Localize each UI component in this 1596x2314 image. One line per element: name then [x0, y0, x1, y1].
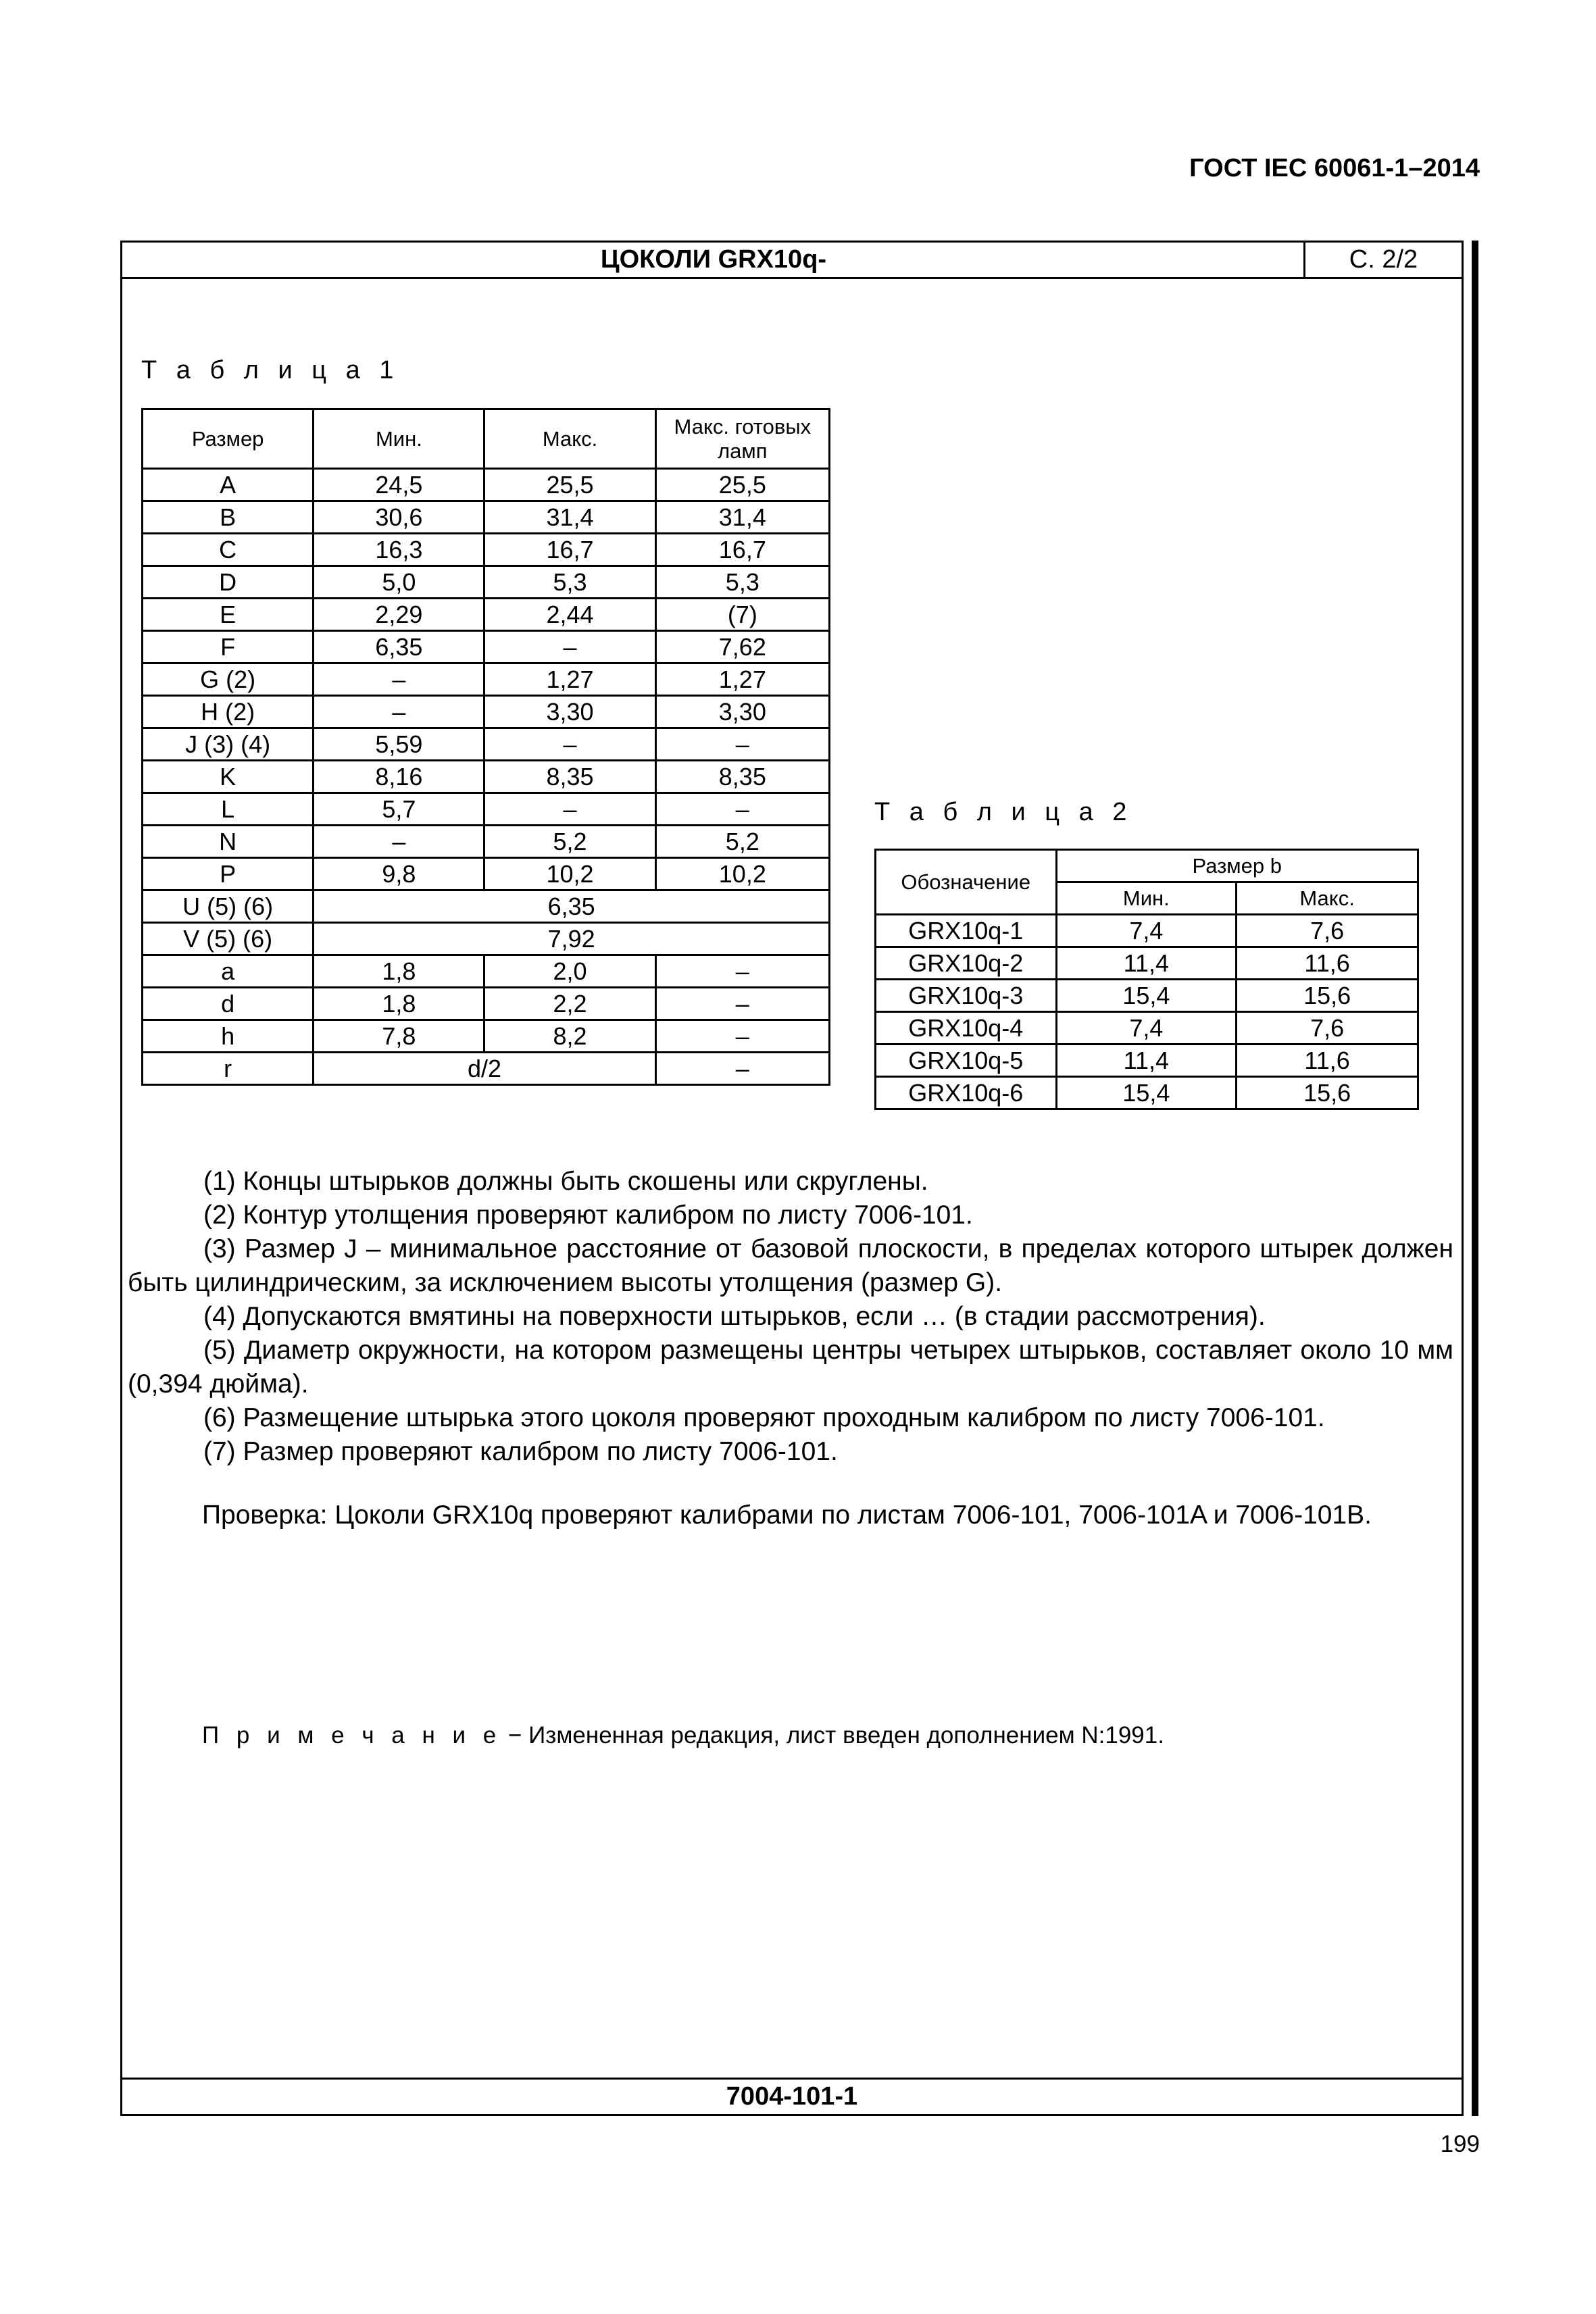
table1-body	[143, 469, 830, 1085]
table-row	[143, 1053, 830, 1085]
table-row	[143, 923, 830, 955]
table-cell: 2,44	[484, 599, 655, 631]
table-cell: –	[655, 793, 829, 826]
table-cell: –	[655, 988, 829, 1020]
table-cell: d/2	[314, 1053, 655, 1085]
table-cell: 9,8	[314, 858, 484, 890]
standard-header: ГОСТ IEC 60061-1–2014	[1189, 154, 1480, 182]
table-cell: E	[143, 599, 314, 631]
table2-header-cell: Макс.	[1237, 882, 1418, 915]
table-cell: d	[143, 988, 314, 1020]
table-cell: 31,4	[655, 501, 829, 534]
table-cell: 1,27	[484, 663, 655, 696]
table-cell: 7,6	[1237, 1012, 1418, 1045]
table-cell: 8,16	[314, 761, 484, 793]
table-cell: –	[314, 696, 484, 728]
table-cell: GRX10q-5	[876, 1045, 1057, 1077]
table-cell: 10,2	[484, 858, 655, 890]
table-cell: 31,4	[484, 501, 655, 534]
table-cell: 1,27	[655, 663, 829, 696]
remark-text: − Измененная редакция, лист введен дополнением N:1991.	[501, 1722, 1164, 1749]
table-cell: K	[143, 761, 314, 793]
table-row	[143, 696, 830, 728]
table-cell: 25,5	[484, 469, 655, 501]
table2	[874, 849, 1419, 1110]
table2-caption: Т а б л и ц а 2	[874, 798, 1133, 826]
table-cell: GRX10q-1	[876, 915, 1057, 947]
table-cell: 7,4	[1056, 915, 1237, 947]
table-cell: 2,2	[484, 988, 655, 1020]
table2-header-row	[876, 850, 1418, 882]
table-cell: L	[143, 793, 314, 826]
table2-header-cell: Мин.	[1056, 882, 1237, 915]
table-cell: 16,7	[655, 534, 829, 566]
table-cell: 16,3	[314, 534, 484, 566]
table-cell: 2,29	[314, 599, 484, 631]
footnote: (7) Размер проверяют калибром по листу 7006-101.	[203, 1437, 838, 1466]
table-cell: 7,92	[314, 923, 830, 955]
table-row	[143, 793, 830, 826]
table-cell: 25,5	[655, 469, 829, 501]
table-cell: 5,0	[314, 566, 484, 599]
table-cell: B	[143, 501, 314, 534]
table-row	[143, 1020, 830, 1053]
footnotes	[128, 1165, 1453, 1469]
table-row	[143, 566, 830, 599]
table1	[141, 408, 830, 1086]
table-cell: 5,2	[484, 826, 655, 858]
table1-header-cell: Макс.	[484, 409, 655, 469]
table-cell: V (5) (6)	[143, 923, 314, 955]
page-number: 199	[1440, 2131, 1480, 2157]
table-cell: GRX10q-3	[876, 980, 1057, 1012]
table-row	[143, 890, 830, 923]
sheet-title: ЦОКОЛИ GRX10q-	[600, 245, 827, 274]
table-row	[876, 1077, 1418, 1109]
table-cell: –	[314, 826, 484, 858]
sheet-footer-code: 7004-101-1	[122, 2078, 1462, 2114]
table1-caption: Т а б л и ц а 1	[141, 356, 400, 384]
title-bar	[122, 243, 1462, 279]
frame-shadow	[1472, 241, 1478, 2116]
table-cell: 5,3	[484, 566, 655, 599]
check-text: Проверка: Цоколи GRX10q проверяют калибрами по листам 7006-101, 7006-101A и 7006-101B.	[202, 1501, 1372, 1530]
table-row	[876, 915, 1418, 947]
table-cell: 11,4	[1056, 1045, 1237, 1077]
footnote: (1) Концы штырьков должны быть скошены или скруглены.	[203, 1167, 928, 1196]
table-cell: U (5) (6)	[143, 890, 314, 923]
table-cell: 6,35	[314, 890, 830, 923]
table-row	[876, 1045, 1418, 1077]
table-row	[143, 663, 830, 696]
table-cell: 11,4	[1056, 947, 1237, 980]
footnote: (2) Контур утолщения проверяют калибром по листу 7006-101.	[203, 1201, 973, 1230]
table-cell: 24,5	[314, 469, 484, 501]
table-cell: 2,0	[484, 955, 655, 988]
table-cell: 15,6	[1237, 1077, 1418, 1109]
table-row	[143, 988, 830, 1020]
table-cell: 7,6	[1237, 915, 1418, 947]
table-cell: H (2)	[143, 696, 314, 728]
table-cell: GRX10q-6	[876, 1077, 1057, 1109]
table-cell: C	[143, 534, 314, 566]
remark-label: П р и м е ч а н и е	[202, 1722, 502, 1749]
table-cell: –	[655, 1053, 829, 1085]
table2-body	[876, 915, 1418, 1109]
table-cell: D	[143, 566, 314, 599]
table-cell: A	[143, 469, 314, 501]
table-cell: 5,3	[655, 566, 829, 599]
sheet-page-ref: С. 2/2	[1349, 245, 1418, 274]
table2-header-cell: Обозначение	[876, 850, 1057, 915]
table-row	[143, 469, 830, 501]
table-cell: 8,35	[484, 761, 655, 793]
table-cell: J (3) (4)	[143, 728, 314, 761]
table-cell: h	[143, 1020, 314, 1053]
table-cell: GRX10q-2	[876, 947, 1057, 980]
table-row	[143, 955, 830, 988]
sheet-frame	[120, 241, 1464, 2116]
table1-header-row	[143, 409, 830, 469]
table-cell: 5,2	[655, 826, 829, 858]
table-row	[876, 980, 1418, 1012]
table-cell: 6,35	[314, 631, 484, 663]
table-cell: 1,8	[314, 988, 484, 1020]
table-row	[143, 728, 830, 761]
table-cell: 7,4	[1056, 1012, 1237, 1045]
table-cell: a	[143, 955, 314, 988]
table-cell: r	[143, 1053, 314, 1085]
table-row	[143, 534, 830, 566]
table-cell: 8,2	[484, 1020, 655, 1053]
footnote: (6) Размещение штырька этого цоколя проверяют проходным калибром по листу 7006-101.	[203, 1403, 1325, 1432]
table-cell: –	[484, 631, 655, 663]
table-cell: 5,7	[314, 793, 484, 826]
table-cell: –	[655, 1020, 829, 1053]
table-cell: N	[143, 826, 314, 858]
table-cell: 3,30	[655, 696, 829, 728]
table-cell: 8,35	[655, 761, 829, 793]
table-cell: 16,7	[484, 534, 655, 566]
table1-header-cell: Мин.	[314, 409, 484, 469]
table-cell: F	[143, 631, 314, 663]
table-cell: 11,6	[1237, 1045, 1418, 1077]
table-cell: 30,6	[314, 501, 484, 534]
footnote: (4) Допускаются вмятины на поверхности штырьков, если … (в стадии рассмотрения).	[203, 1302, 1266, 1331]
table1-header-cell: Размер	[143, 409, 314, 469]
table-cell: 15,6	[1237, 980, 1418, 1012]
table-cell: –	[484, 728, 655, 761]
table-cell: 3,30	[484, 696, 655, 728]
table-cell: 15,4	[1056, 1077, 1237, 1109]
table-row	[876, 947, 1418, 980]
table-cell: –	[484, 793, 655, 826]
remark	[202, 1722, 1164, 1749]
table-cell: (7)	[655, 599, 829, 631]
table-row	[876, 1012, 1418, 1045]
table-row	[143, 501, 830, 534]
table-row	[143, 826, 830, 858]
table-row	[143, 858, 830, 890]
table-cell: 7,8	[314, 1020, 484, 1053]
footnote: (5) Диаметр окружности, на котором размещены центры четырех штырьков, составляет около 10 мм (0,394 дюйма).	[128, 1336, 1453, 1399]
table-row	[143, 631, 830, 663]
table1-header-cell: Макс. готовых ламп	[655, 409, 829, 469]
table-cell: –	[655, 728, 829, 761]
footnote: (3) Размер J – минимальное расстояние от базовой плоскости, в пределах которого штырек должен быть цилиндрическим, за исключением высоты утолщения (размер G).	[128, 1234, 1453, 1297]
table-cell: 7,62	[655, 631, 829, 663]
table-row	[143, 599, 830, 631]
table-cell: GRX10q-4	[876, 1012, 1057, 1045]
table-cell: 10,2	[655, 858, 829, 890]
table-cell: G (2)	[143, 663, 314, 696]
table2-header-cell: Размер b	[1056, 850, 1418, 882]
table-cell: –	[314, 663, 484, 696]
table-cell: 11,6	[1237, 947, 1418, 980]
table-cell: 1,8	[314, 955, 484, 988]
table-cell: –	[655, 955, 829, 988]
table-cell: 15,4	[1056, 980, 1237, 1012]
table-cell: P	[143, 858, 314, 890]
table-row	[143, 761, 830, 793]
table-cell: 5,59	[314, 728, 484, 761]
